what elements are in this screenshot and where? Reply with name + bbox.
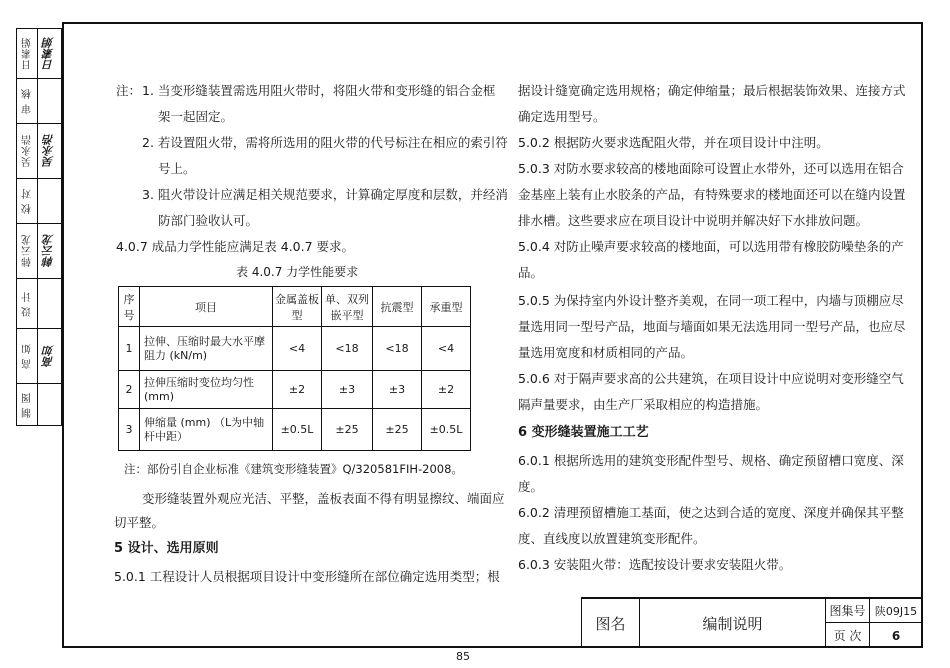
page-value: 6 bbox=[891, 628, 901, 643]
row-value: <18 bbox=[322, 327, 373, 371]
p602b: 度、直线度以放置建筑变形配件。 bbox=[518, 531, 706, 546]
row-value: <18 bbox=[373, 327, 422, 371]
row-value: ±25 bbox=[322, 409, 373, 451]
p503b: 金基座上装有止水胶条的产品，有特殊要求的楼地面还可以在缝内设置 bbox=[518, 187, 906, 202]
sidebar-label: 审 核 bbox=[22, 87, 34, 115]
section-4-0-7: 4.0.7 成品力学性能应满足表 4.0.7 要求。 bbox=[116, 239, 355, 254]
p504b: 品。 bbox=[518, 265, 544, 280]
sidebar-cell bbox=[17, 124, 61, 179]
sidebar-label: 吴永浩 bbox=[22, 134, 34, 168]
row-value: ±0.5L bbox=[273, 409, 322, 451]
sidebar-signature bbox=[39, 79, 59, 123]
table-title: 表 4.0.7 力学性能要求 bbox=[236, 265, 359, 279]
drawing-name: 编制说明 bbox=[640, 599, 826, 648]
row-value: ±25 bbox=[373, 409, 422, 451]
sidebar-signature bbox=[39, 384, 59, 425]
page-number: 85 bbox=[456, 650, 470, 663]
row-value: <4 bbox=[273, 327, 322, 371]
note-1a: 1. 当变形缝装置需选用阻火带时，将阻火带和变形缝的铝合金框 bbox=[142, 83, 496, 98]
row-no: 1 bbox=[119, 327, 140, 371]
sidebar-cell bbox=[17, 279, 61, 329]
drawing-name-label: 图名 bbox=[582, 599, 640, 648]
title-block bbox=[581, 597, 923, 648]
row-item: 伸缩量 (mm) （L为中轴杆中距） bbox=[140, 409, 273, 451]
row-value: ±0.5L bbox=[422, 409, 471, 451]
row-value: ±2 bbox=[273, 371, 322, 409]
page-label: 页 次 bbox=[826, 623, 870, 648]
sidebar-signature: 吴永浩 bbox=[42, 134, 55, 168]
section-6-title: 6 变形缝装置施工工艺 bbox=[518, 425, 649, 440]
sidebar-label: 校 对 bbox=[22, 187, 34, 215]
row-value: <4 bbox=[422, 327, 471, 371]
sidebar-cell bbox=[17, 384, 61, 425]
p502: 5.0.2 根据防火要求选配阻火带，并在项目设计中注明。 bbox=[518, 135, 829, 150]
table-note: 注：部份引自企业标准《建筑变形缝装置》Q/320581FIH-2008。 bbox=[124, 462, 463, 476]
note-3a: 3. 阻火带设计应满足相关规范要求，计算确定厚度和层数，并经消 bbox=[142, 187, 508, 202]
sidebar-signature bbox=[39, 279, 59, 328]
sidebar-cell bbox=[17, 79, 61, 124]
p504a: 5.0.4 对防止噪声要求较高的楼地面，可以选用带有橡胶防噪垫条的产 bbox=[518, 239, 904, 254]
p601b: 度。 bbox=[518, 479, 544, 494]
table-row bbox=[119, 327, 471, 371]
properties-table bbox=[118, 286, 471, 451]
p1b: 确定选用型号。 bbox=[518, 109, 606, 124]
p601a: 6.0.1 根据所选用的建筑变形配件型号、规格、确定预留槽口宽度、深 bbox=[518, 453, 904, 468]
appearance-a: 变形缝装置外观应光洁、平整，盖板表面不得有明显擦纹、端面应 bbox=[142, 491, 505, 506]
sidebar-signature: 高如 bbox=[42, 345, 55, 367]
sidebar-signature: 韩云龙 bbox=[42, 234, 55, 268]
section-5-title: 5 设计、选用原则 bbox=[114, 541, 219, 556]
note-prefix: 注： bbox=[116, 83, 142, 98]
p503c: 排水槽。这些要求应在项目设计中说明并解决好下水排放问题。 bbox=[518, 213, 869, 228]
table-row bbox=[119, 409, 471, 451]
note-3b: 防部门验收认可。 bbox=[158, 213, 259, 228]
sidebar-cell bbox=[17, 329, 61, 384]
row-no: 2 bbox=[119, 371, 140, 409]
atlas-number: 陕09J15 bbox=[870, 599, 922, 623]
header-no: 序号 bbox=[119, 287, 140, 327]
header-seismic: 抗震型 bbox=[373, 287, 422, 327]
row-item: 拉伸、压缩时最大水平摩阻力 (kN/m) bbox=[140, 327, 273, 371]
row-item: 拉伸压缩时变位均匀性 (mm) bbox=[140, 371, 273, 409]
approval-sidebar bbox=[16, 28, 62, 426]
header-load: 承重型 bbox=[422, 287, 471, 327]
sidebar-signature bbox=[39, 179, 59, 223]
p506a: 5.0.6 对于隔声要求高的公共建筑，在项目设计中应说明对变形缝空气 bbox=[518, 371, 904, 386]
p1a: 据设计缝宽确定选用规格；确定伸缩量；最后根据装饰效果、连接方式 bbox=[518, 83, 906, 98]
p506b: 隔声量要求，由生产厂采取相应的构造措施。 bbox=[518, 397, 769, 412]
note-1b: 架一起固定。 bbox=[158, 109, 234, 124]
sidebar-cell bbox=[17, 29, 61, 79]
sidebar-label: 日素娟 bbox=[22, 37, 34, 70]
p602a: 6.0.2 清理预留槽施工基面，使之达到合适的宽度、深度并确保其平整 bbox=[518, 505, 904, 520]
note-2b: 号上。 bbox=[158, 161, 196, 176]
row-no: 3 bbox=[119, 409, 140, 451]
appearance-b: 切平整。 bbox=[114, 515, 165, 530]
p503a: 5.0.3 对防水要求较高的楼地面除可设置止水带外，还可以选用在铝合 bbox=[518, 161, 904, 176]
row-value: ±2 bbox=[422, 371, 471, 409]
sidebar-cell bbox=[17, 179, 61, 224]
header-metal-cover: 金属盖板型 bbox=[273, 287, 322, 327]
table-row bbox=[119, 371, 471, 409]
row-value: ±3 bbox=[322, 371, 373, 409]
atlas-label: 图集号 bbox=[826, 599, 870, 623]
sidebar-label: 高 如 bbox=[22, 342, 34, 370]
p603: 6.0.3 安装阻火带：选配按设计要求安装阻火带。 bbox=[518, 557, 792, 572]
header-flush: 单、双列嵌平型 bbox=[322, 287, 373, 327]
p505b: 量选用同一型号产品，地面与墙面如果无法选用同一型号产品，也应尽 bbox=[518, 319, 906, 334]
p505a: 5.0.5 为保持室内外设计整齐美观，在同一项工程中，内墙与顶棚应尽 bbox=[518, 293, 904, 308]
sidebar-signature: 日素娟 bbox=[42, 37, 55, 70]
sidebar-label: 设 计 bbox=[22, 290, 34, 317]
header-item: 项目 bbox=[140, 287, 273, 327]
p505c: 量选用宽度和材质相同的产品。 bbox=[518, 345, 694, 360]
sidebar-cell bbox=[17, 224, 61, 279]
section-5-0-1: 5.0.1 工程设计人员根据项目设计中变形缝所在部位确定选用类型；根 bbox=[114, 569, 500, 584]
sidebar-label: 制 图 bbox=[22, 391, 34, 418]
row-value: ±3 bbox=[373, 371, 422, 409]
sidebar-label: 韩云龙 bbox=[22, 234, 34, 268]
note-2a: 2. 若设置阻火带，需将所选用的阻火带的代号标注在相应的索引符 bbox=[142, 135, 508, 150]
